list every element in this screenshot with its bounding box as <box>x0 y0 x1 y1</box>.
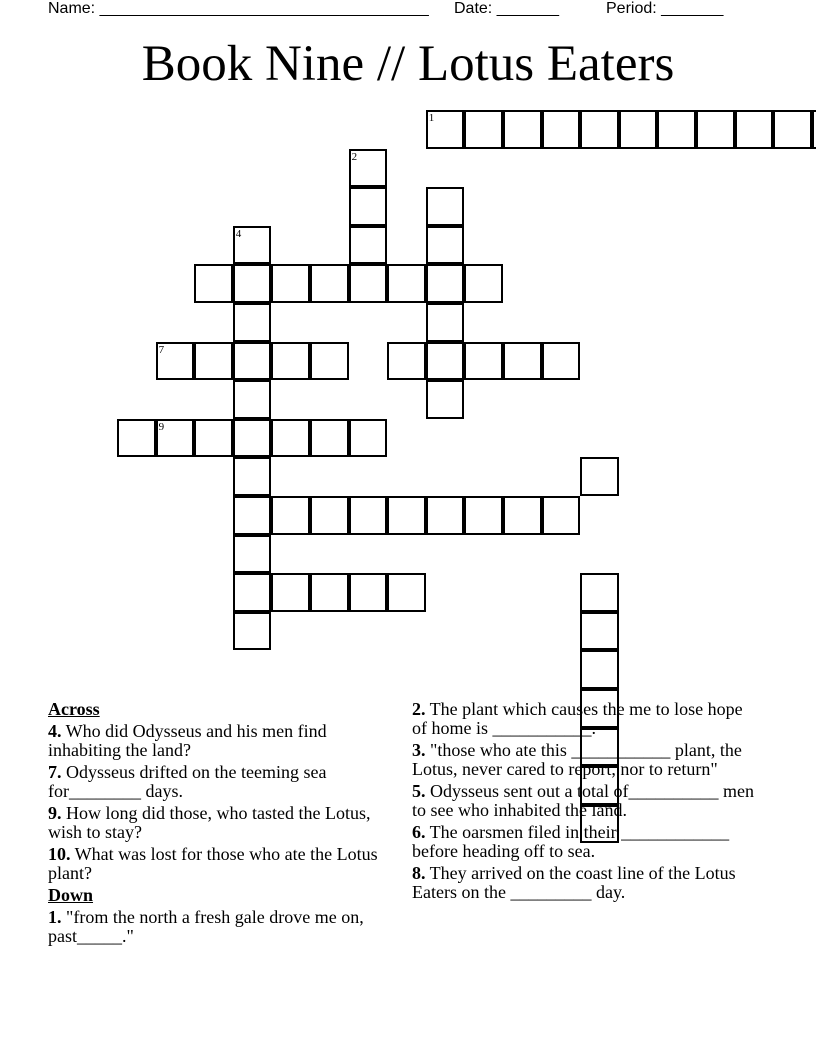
down-clue-list-continued <box>412 700 757 902</box>
clue-number: 9 <box>158 420 165 433</box>
clue-item-number: 4. <box>48 721 62 741</box>
grid-cell[interactable] <box>271 573 310 612</box>
grid-cell[interactable] <box>542 110 581 149</box>
grid-cell[interactable] <box>349 573 388 612</box>
grid-cell[interactable] <box>580 612 619 651</box>
clues-left-column <box>48 700 388 949</box>
grid-cell[interactable] <box>387 496 426 535</box>
grid-cell[interactable] <box>271 342 310 381</box>
grid-cell[interactable] <box>812 110 816 149</box>
grid-cell[interactable] <box>349 496 388 535</box>
clue-item-text: What was lost for those who ate the Lotus plant? <box>48 844 378 883</box>
clue-item-number: 1. <box>48 907 62 927</box>
clue-item-text: Who did Odysseus and his men find inhabiting the land? <box>48 721 327 760</box>
grid-cell[interactable] <box>426 110 465 149</box>
name-field[interactable]: Name: _____________________________________ <box>48 0 429 17</box>
grid-cell[interactable] <box>735 110 774 149</box>
clue-item-number: 2. <box>412 699 426 719</box>
grid-cell[interactable] <box>426 226 465 265</box>
clue-item-number: 3. <box>412 740 426 760</box>
clue-item-number: 10. <box>48 844 71 864</box>
grid-cell[interactable] <box>426 264 465 303</box>
across-heading: Across <box>48 699 100 719</box>
grid-cell[interactable] <box>426 187 465 226</box>
grid-cell[interactable] <box>580 650 619 689</box>
clue-item-text: The oarsmen filed in their ____________ before heading off to sea. <box>412 822 730 861</box>
grid-cell[interactable] <box>426 496 465 535</box>
grid-cell[interactable] <box>233 303 272 342</box>
clue-item-number: 8. <box>412 863 426 883</box>
clue-item-text: "from the north a fresh gale drove me on, past_____." <box>48 907 364 946</box>
across-clue-list <box>48 722 388 883</box>
grid-cell[interactable] <box>194 342 233 381</box>
grid-cell[interactable] <box>580 573 619 612</box>
grid-cell[interactable] <box>156 342 195 381</box>
grid-cell[interactable] <box>310 419 349 458</box>
grid-cell[interactable] <box>657 110 696 149</box>
grid-cell[interactable] <box>233 226 272 265</box>
grid-cell[interactable] <box>542 342 581 381</box>
grid-cell[interactable] <box>503 342 542 381</box>
clues-right-column <box>412 700 757 905</box>
grid-cell[interactable] <box>387 573 426 612</box>
clue-item-number: 9. <box>48 803 62 823</box>
grid-cell[interactable] <box>194 419 233 458</box>
clue-item <box>48 722 388 760</box>
page-title: Book Nine // Lotus Eaters <box>141 36 675 92</box>
clue-item-number: 5. <box>412 781 426 801</box>
clue-number: 1 <box>428 112 435 124</box>
grid-cell[interactable] <box>580 457 619 496</box>
grid-cell[interactable] <box>503 110 542 149</box>
period-field[interactable]: Period: _______ <box>606 0 724 17</box>
grid-cell[interactable] <box>310 573 349 612</box>
grid-cell[interactable] <box>233 457 272 496</box>
clue-item <box>412 700 757 738</box>
clue-item <box>412 741 757 779</box>
clue-item <box>48 763 388 801</box>
clue-item-text: They arrived on the coast line of the Lotus Eaters on the _________ day. <box>412 863 736 902</box>
grid-cell[interactable] <box>542 496 581 535</box>
grid-cell[interactable] <box>271 496 310 535</box>
grid-cell[interactable] <box>349 187 388 226</box>
grid-cell[interactable] <box>233 419 272 458</box>
grid-cell[interactable] <box>156 419 195 458</box>
grid-cell[interactable] <box>310 264 349 303</box>
clue-item-text: Odysseus sent out a total of__________ men to see who inhabited the land. <box>412 781 754 820</box>
grid-cell[interactable] <box>349 419 388 458</box>
grid-cell[interactable] <box>773 110 812 149</box>
grid-cell[interactable] <box>233 612 272 651</box>
clue-item-number: 7. <box>48 762 62 782</box>
clue-item <box>48 908 388 946</box>
grid-cell[interactable] <box>117 419 156 458</box>
grid-cell[interactable] <box>310 496 349 535</box>
grid-cell[interactable] <box>426 303 465 342</box>
grid-cell[interactable] <box>426 380 465 419</box>
grid-cell[interactable] <box>464 264 503 303</box>
grid-cell[interactable] <box>619 110 658 149</box>
grid-cell[interactable] <box>580 110 619 149</box>
grid-cell[interactable] <box>271 419 310 458</box>
grid-cell[interactable] <box>464 496 503 535</box>
clue-item <box>412 864 757 902</box>
clue-item-text: "those who ate this ___________ plant, the Lotus, never cared to report, nor to return" <box>412 740 742 779</box>
grid-cell[interactable] <box>310 342 349 381</box>
clue-item <box>48 845 388 883</box>
date-field[interactable]: Date: _______ <box>454 0 559 17</box>
grid-cell[interactable] <box>233 535 272 574</box>
down-heading: Down <box>48 885 94 905</box>
clue-number: 4 <box>235 227 242 240</box>
grid-cell[interactable] <box>426 342 465 381</box>
grid-cell[interactable] <box>503 496 542 535</box>
clue-item-text: The plant which causes the me to lose hope of home is ___________. <box>412 699 743 738</box>
clue-item <box>412 782 757 820</box>
clue-item <box>48 804 388 842</box>
grid-cell[interactable] <box>233 573 272 612</box>
grid-cell[interactable] <box>194 264 233 303</box>
grid-cell[interactable] <box>233 380 272 419</box>
clue-item-text: How long did those, who tasted the Lotus, wish to stay? <box>48 803 371 842</box>
down-clue-list <box>48 908 388 946</box>
grid-cell[interactable] <box>349 264 388 303</box>
clue-item-text: Odysseus drifted on the teeming sea for________ days. <box>48 762 327 801</box>
grid-cell[interactable] <box>233 342 272 381</box>
grid-cell[interactable] <box>349 149 388 188</box>
grid-cell[interactable] <box>233 264 272 303</box>
grid-cell[interactable] <box>464 110 503 149</box>
clue-item <box>412 823 757 861</box>
grid-cell[interactable] <box>464 342 503 381</box>
clue-item-number: 6. <box>412 822 426 842</box>
grid-cell[interactable] <box>696 110 735 149</box>
clue-number: 2 <box>351 150 358 163</box>
grid-cell[interactable] <box>349 226 388 265</box>
grid-cell[interactable] <box>387 264 426 303</box>
clue-number: 7 <box>158 343 165 356</box>
grid-cell[interactable] <box>387 342 426 381</box>
grid-cell[interactable] <box>233 496 272 535</box>
grid-cell[interactable] <box>271 264 310 303</box>
